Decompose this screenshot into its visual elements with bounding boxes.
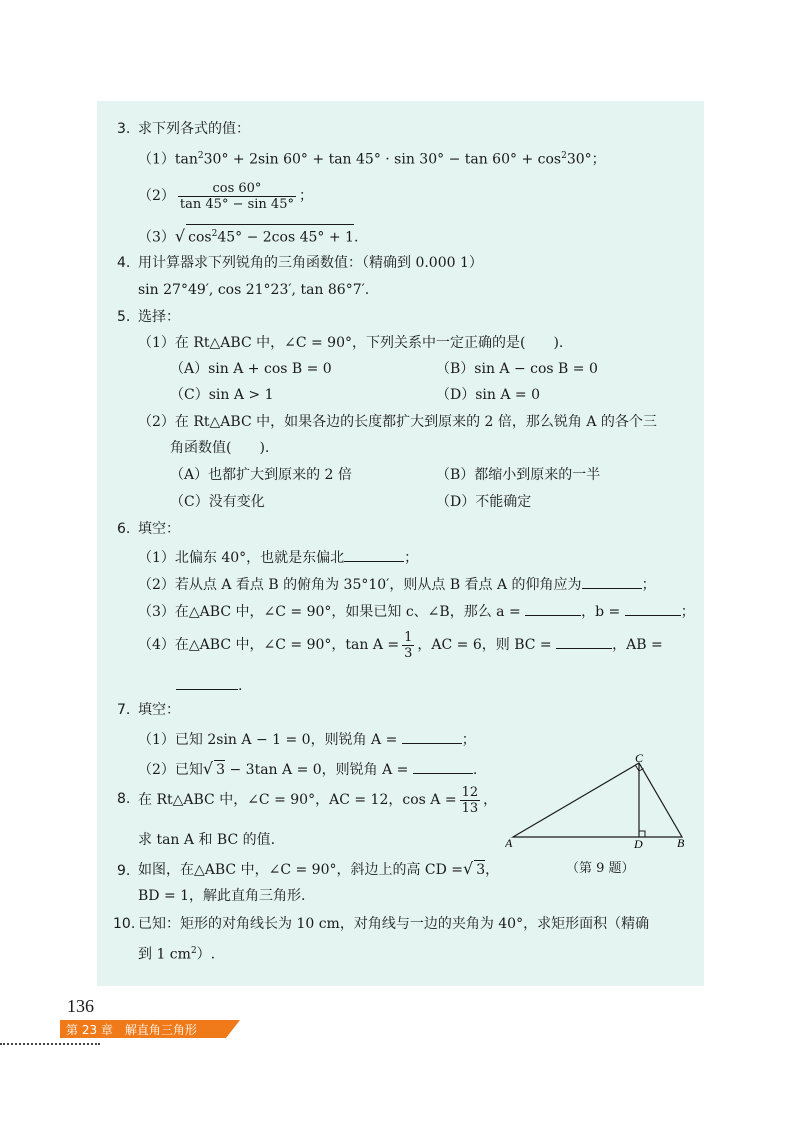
q6-number: 6.	[117, 521, 131, 537]
answer-blank	[402, 729, 462, 744]
page-number: 136	[67, 996, 94, 1016]
q3-stem: 求下列各式的值：	[138, 121, 250, 137]
answer-blank	[625, 601, 681, 616]
triangle-figure	[505, 750, 695, 850]
q5-p1-option-d: （D）sin A = 0	[436, 387, 541, 403]
label-d: D	[634, 837, 643, 850]
q5-p1-option-c: （C）sin A > 1	[170, 387, 274, 403]
q5-number: 5.	[117, 309, 131, 325]
q5-stem: 选择：	[138, 309, 180, 325]
q7-part1: （1）已知 2sin A − 1 = 0，则锐角 A = ；	[138, 729, 476, 749]
answer-blank	[413, 759, 473, 774]
q5-p2-option-d: （D）不能确定	[436, 494, 532, 510]
q7-number: 7.	[117, 702, 131, 718]
q5-p2-option-a: （A）也都扩大到原来的 2 倍	[170, 467, 352, 483]
figure-caption: （第 9 题）	[566, 861, 635, 876]
answer-blank	[582, 574, 642, 589]
q3-part3: （3）√ $\cos^245^\circ - 2\cos$ 45° + 1.	[138, 224, 358, 247]
label-a: A	[505, 836, 513, 850]
q7-radical: 3	[216, 762, 226, 778]
q6-part2: （2）若从点 A 看点 B 的俯角为 35°10′，则从点 B 看点 A 的仰角应为 ；	[138, 574, 656, 594]
chapter-label: 第 23 章 解直角三角形	[66, 1023, 197, 1037]
answer-blank	[344, 547, 404, 562]
q3-part1: $(1)\tan^230^\circ + 2\sin$ $60^\circ + \tan 45^\circ \cdot \sin 30^\circ - \tan 60^\circ + \cos^230^\circ$；	[138, 151, 606, 168]
q6-part4-cont: .	[176, 675, 242, 695]
q3-radical: $\cos^245^\circ - 2\cos$ 45° + 1	[186, 224, 354, 247]
q5-p1-option-a: （A）sin A + cos B = 0	[170, 361, 332, 377]
q6-part4: （4）在△ABC 中，∠C = 90°，tan A = $\frac{1}{3}$ ，AC = 6，则 BC = ，AB =	[138, 629, 663, 661]
q3-fraction: $\frac{\cos 60^\circ}{\tan 45^\circ - \sin 45^\circ}$	[179, 180, 294, 212]
q9-stem: 如图，在△ABC 中，∠C = 90°，斜边上的高 CD =√ 3，	[138, 859, 500, 878]
q3-number: 3.	[117, 121, 131, 137]
q7-part2: （2）已知√ 3 − 3tan A = 0，则锐角 A = .	[138, 759, 478, 778]
answer-blank	[556, 634, 612, 649]
q6-part1: （1）北偏东 40°，也就是东偏北 ；	[138, 547, 418, 567]
answer-blank	[176, 675, 238, 690]
q9-number: 9.	[117, 863, 131, 879]
q7-stem: 填空：	[138, 702, 180, 718]
triangle-abc	[513, 763, 682, 837]
q4-stem: 用计算器求下列锐角的三角函数值：（精确到 0.000 1）	[138, 255, 483, 271]
q8-fraction: $\frac{12}{13}$	[461, 784, 479, 816]
q9-line2: BD = 1，解此直角三角形.	[138, 888, 306, 904]
q4-values: sin 27°49′, cos 21°23′, tan 86°7′.	[138, 282, 370, 298]
q8-line2: 求 tan A 和 BC 的值.	[138, 832, 276, 848]
q9-radical: 3	[476, 862, 486, 878]
q8-stem: 在 Rt△ABC 中，∠C = 90°，AC = 12，cos A = $\frac{12}{13}$ ，	[138, 784, 498, 816]
q4-number: 4.	[117, 255, 131, 271]
q10-stem: 已知：矩形的对角线长为 10 cm，对角线与一边的夹角为 40°，求矩形面积（精确	[138, 916, 650, 932]
q6-fraction: $\frac{1}{3}$	[404, 629, 413, 661]
q6-part3: （3）在△ABC 中，∠C = 90°，如果已知 c、∠B，那么 a = ，b = ；	[138, 601, 695, 621]
q10-line2: 到 1 $cm^2$）.	[138, 946, 216, 963]
q5-part2: （2）在 Rt△ABC 中，如果各边的长度都扩大到原来的 2 倍，那么锐角 A 的各个三	[138, 414, 657, 430]
q5-part1: （1）在 Rt△ABC 中，∠C = 90°，下列关系中一定正确的是( ).	[138, 335, 564, 351]
dotted-rule	[0, 1043, 100, 1045]
q5-p2-option-b: （B）都缩小到原来的一半	[436, 467, 601, 483]
q5-part2-cont: 角函数值( ).	[170, 440, 270, 456]
label-b: B	[677, 836, 685, 850]
q5-p1-option-b: （B）sin A − cos B = 0	[436, 361, 598, 377]
q5-p2-option-c: （C）没有变化	[170, 494, 265, 510]
q8-number: 8.	[117, 791, 131, 807]
q10-number: 10.	[113, 916, 136, 932]
q3-part2: （2） $\frac{\cos 60^\circ}{\tan 45^\circ - \sin 45^\circ}$ ；	[138, 180, 313, 212]
label-c: C	[635, 751, 644, 765]
answer-blank	[525, 601, 581, 616]
q6-stem: 填空：	[138, 521, 180, 537]
